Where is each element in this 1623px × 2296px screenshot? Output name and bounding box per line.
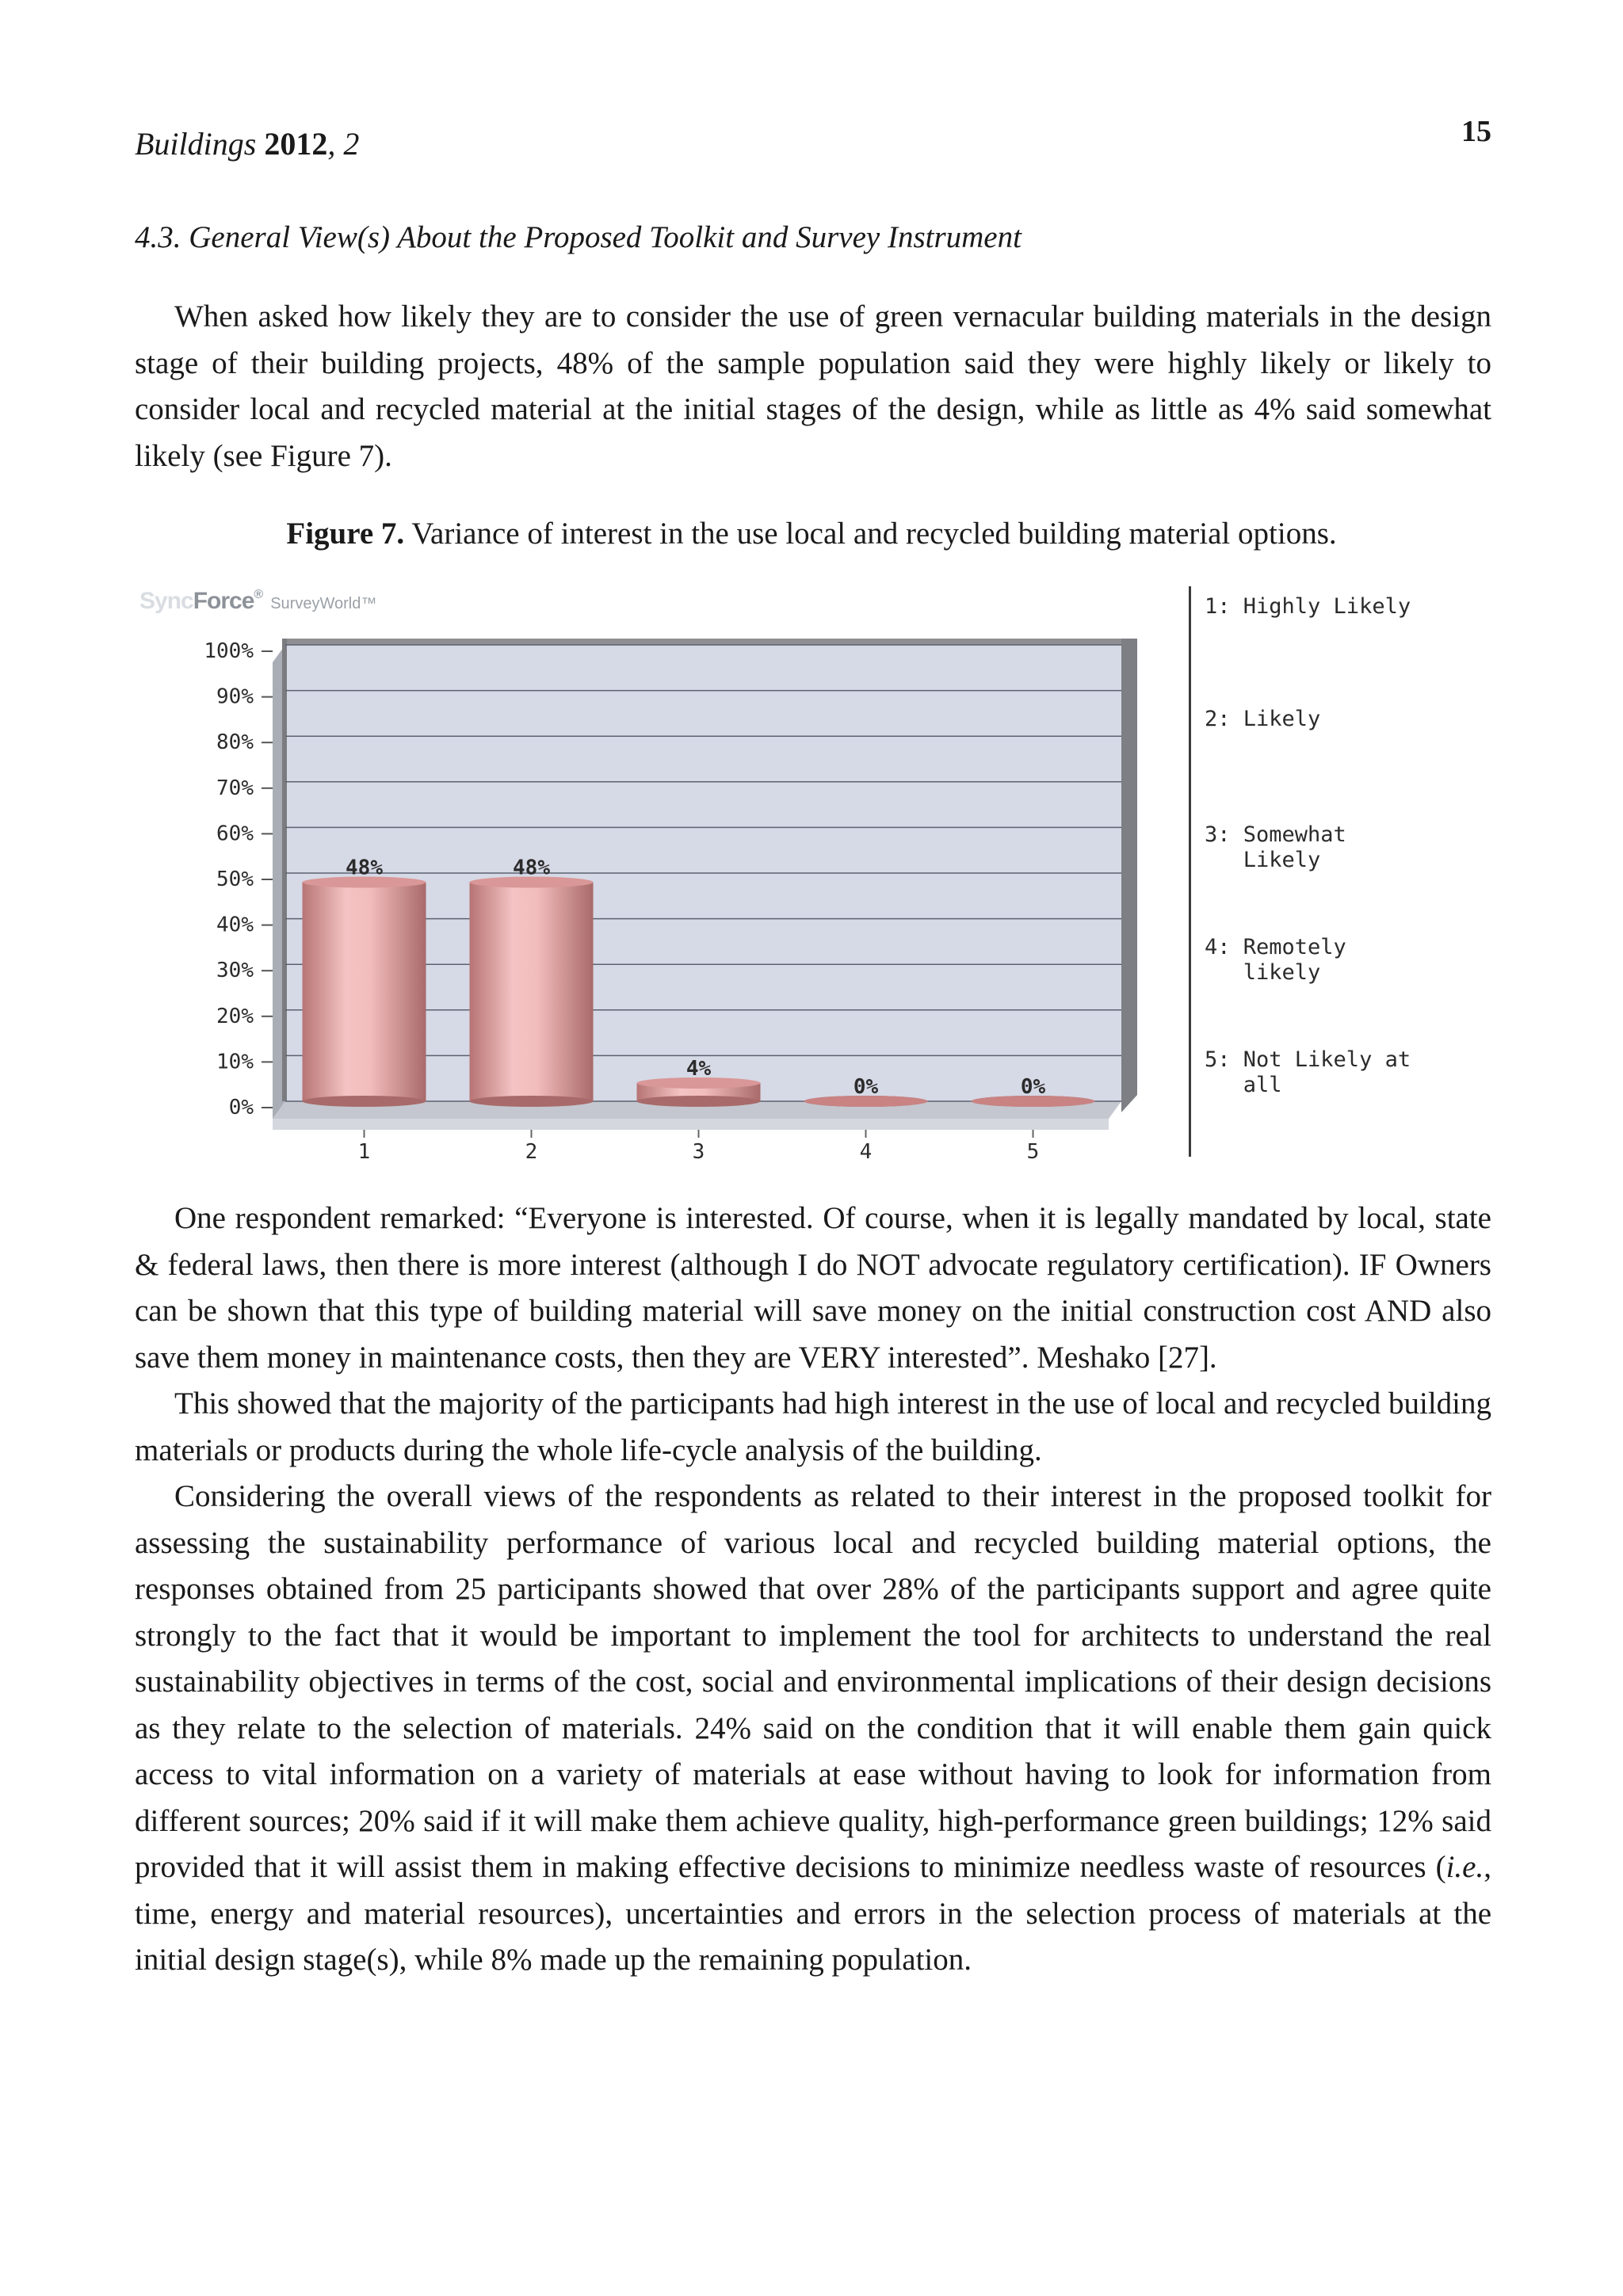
plot-frame-top <box>282 639 1137 645</box>
data-label: 0% <box>1020 1075 1046 1099</box>
x-tick-label: 1 <box>357 1140 371 1164</box>
y-tick-label: 100% <box>204 639 254 663</box>
y-tick-label: 40% <box>216 913 254 937</box>
x-tick-label: 4 <box>859 1140 873 1164</box>
y-tick-label: 30% <box>216 959 254 983</box>
journal-year: 2012 <box>264 126 328 162</box>
journal-name: Buildings <box>135 126 257 162</box>
bar-chart <box>135 578 1189 1165</box>
y-tick-label: 50% <box>216 868 254 891</box>
data-label: 48% <box>513 856 550 880</box>
section-heading: 4.3. General View(s) About the Proposed Toolkit and Survey Instrument <box>135 220 1022 254</box>
syncforce-logo: SyncForce®SurveyWorld™ <box>139 588 377 614</box>
y-tick-label: 0% <box>228 1096 254 1119</box>
legend-item-3: 3: Somewhat Likely <box>1205 822 1346 872</box>
legend-divider <box>1189 586 1191 1157</box>
plot-frame-right <box>1121 639 1137 1112</box>
plot-frame-left <box>282 639 287 1101</box>
bar-base <box>637 1096 761 1107</box>
data-label: 4% <box>685 1056 712 1081</box>
legend-item-4: 4: Remotely likely <box>1205 935 1346 985</box>
data-label: 0% <box>853 1075 879 1099</box>
figure-caption <box>0 512 1623 556</box>
data-label: 48% <box>346 856 383 880</box>
x-tick-label: 3 <box>692 1140 705 1164</box>
bar <box>303 883 426 1101</box>
figure-7 <box>135 578 1411 1165</box>
y-tick-label: 90% <box>216 685 254 709</box>
page-number: 15 <box>1461 115 1491 148</box>
y-tick-label: 20% <box>216 1004 254 1028</box>
y-tick-label: 70% <box>216 776 254 800</box>
chart-floor-front <box>273 1119 1109 1130</box>
paragraph-overall: Considering the overall views of the respondents as related to their interest in the proposed toolkit for assessing the sustainability performance of various local and recycled building material options, the responses obtained from 25 participants showed that over 28% of the participants support and agree quite strongly to the fact that it would be important to implement the tool for architects to understand the real sustainability objectives in terms of the cost, social and environmental implications of their design decisions as they relate to the selection of materials. 24% said on the condition that it will enable them gain quick access to vital information on a variety of materials at ease without having to look for information from different sources; 20% said if it will make them achieve quality, high-performance green buildings; 12% said provided that it will assist them in making effective decisions to minimize needless waste of resources (i.e., time, energy and material resources), uncertainties and errors in the selection process of materials at the initial design stage(s), while 8% made up the remaining population. <box>135 1479 1491 1977</box>
figure-label: Figure 7. <box>286 517 405 551</box>
paragraph-showed: This showed that the majority of the participants had high interest in the use of local and recycled building materials or products during the whole life-cycle analysis of the building. <box>135 1386 1491 1467</box>
legend-item-5: 5: Not Likely at all <box>1205 1047 1411 1097</box>
x-tick-label: 5 <box>1026 1140 1040 1164</box>
running-head: Buildings 2012, 2 <box>135 126 360 162</box>
figure-caption-text: Variance of interest in the use local and recycled building material options. <box>411 517 1337 551</box>
bar-base <box>470 1096 594 1107</box>
journal-volume: 2 <box>343 126 360 162</box>
paragraph-quote: One respondent remarked: “Everyone is interested. Of course, when it is legally mandated by local, state & federal laws, then there is more interest (although I do NOT advocate regulatory certification). IF Owners can be shown that this type of building material will save money on the initial construction cost AND also save them money in maintenance costs, then they are VERY interested”. Meshako [27]. <box>135 1201 1491 1375</box>
legend-item-2: 2: Likely <box>1205 707 1321 731</box>
y-tick-label: 60% <box>216 822 254 846</box>
paragraph-intro: When asked how likely they are to consider the use of green vernacular building materials in the design stage of their building projects, 48% of the sample population said they were highly likely or likely to consider local and recycled material at the initial stages of the design, while as little as 4% said somewhat likely (see Figure 7). <box>135 299 1491 473</box>
y-tick-label: 10% <box>216 1050 254 1074</box>
legend-item-1: 1: Highly Likely <box>1205 594 1411 619</box>
y-tick-label: 80% <box>216 730 254 755</box>
bar <box>470 883 594 1101</box>
bar-base <box>303 1096 426 1107</box>
x-tick-label: 2 <box>525 1140 538 1164</box>
